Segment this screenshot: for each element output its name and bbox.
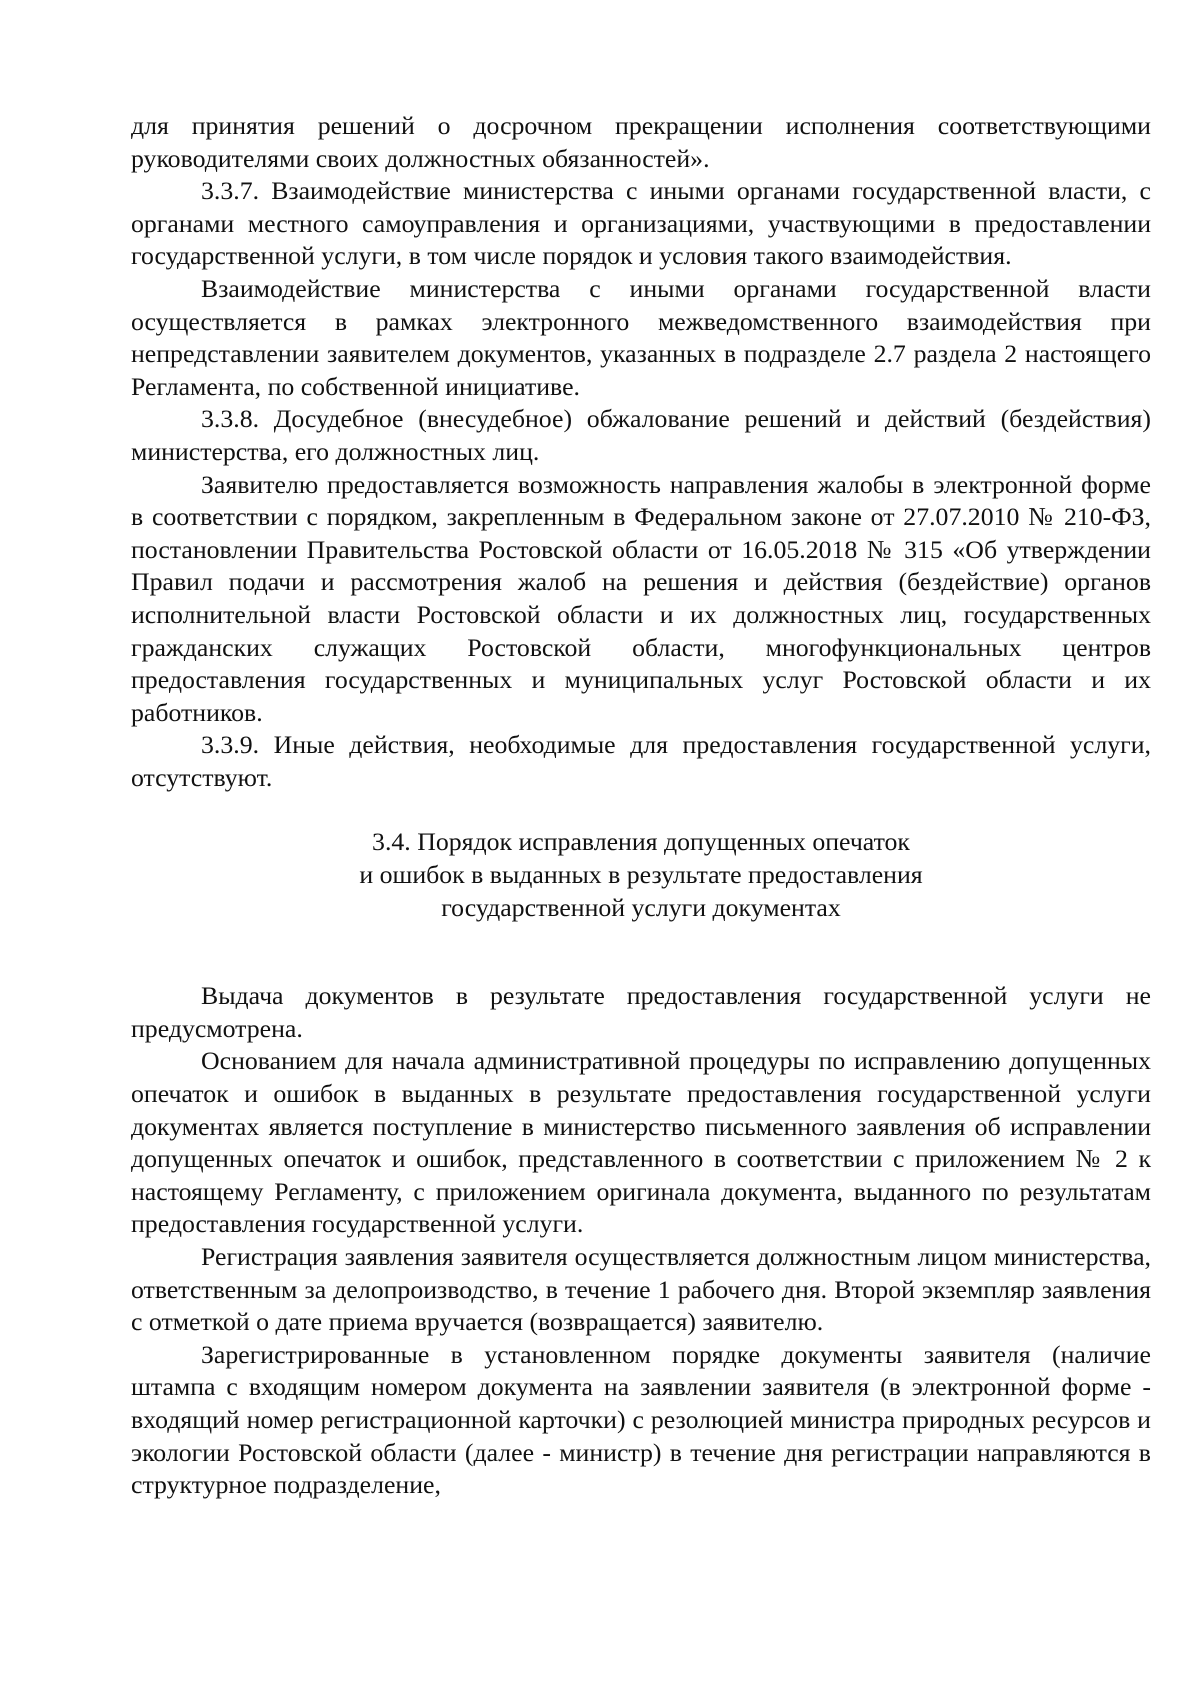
paragraph-3-3-8: 3.3.8. Досудебное (внесудебное) обжалование решений и действий (бездействия) министерства, его должностных лиц. [131, 404, 1151, 466]
paragraph-registered-documents: Зарегистрированные в установленном порядке документы заявителя (наличие штампа с входящим номером документа на заявлении заявителя (в электронной форме - входящий номер регистрационной карточки) с резолюцией министра природных ресурсов и экологии Ростовской области (далее - министр) в течение дня регистрации направляются в структурное подразделение, [131, 1339, 1151, 1500]
section-heading-line-3: государственной услуги документах [441, 892, 841, 922]
paragraph-registration: Регистрация заявления заявителя осуществляется должностным лицом министерства, ответственным за делопроизводство, в течение 1 рабочего дня. Второй экземпляр заявления с отметкой о дате приема вручается (возвращается) заявителю. [131, 1242, 1151, 1337]
paragraph-grounds: Основанием для начала административной процедуры по исправлению допущенных опечаток и ошибок в выданных в результате предоставления государственной услуги документах является поступление в министерство письменного заявления об исправлении допущенных опечаток и ошибок, представленного в соответствии с приложением № 2 к настоящему Регламенту, с приложением оригинала документа, выданного по результатам предоставления государственной услуги. [131, 1046, 1151, 1239]
paragraph-complaint: Заявителю предоставляется возможность направления жалобы в электронной форме в соответствии с порядком, закрепленным в Федеральном законе от 27.07.2010 № 210-ФЗ, постановлении Правительства Ростовской области от 16.05.2018 № 315 «Об утверждении Правил подачи и рассмотрения жалоб на решения и действия (бездействие) органов исполнительной власти Ростовской области и их должностных лиц, государственных гражданских служащих Ростовской области, многофункциональных центров предоставления государственных и муниципальных услуг Ростовской области и их работников. [131, 469, 1151, 727]
section-heading-text [131, 826, 1151, 924]
paragraph-interaction: Взаимодействие министерства с иными органами государственной власти осуществляется в рамках электронного межведомственного взаимодействия при непредставлении заявителем документов, указанных в подразделе 2.7 раздела 2 настоящего Регламента, по собственной инициативе. [131, 273, 1151, 401]
section-heading [131, 794, 1151, 980]
paragraph-3-3-9: 3.3.9. Иные действия, необходимые для предоставления государственной услуги, отсутствуют. [131, 730, 1151, 792]
paragraph-issuance: Выдача документов в результате предоставления государственной услуги не предусмотрена. [131, 981, 1151, 1043]
section-heading-line-2: и ошибок в выданных в результате предоставления [359, 860, 923, 890]
section-heading-line-1: 3.4. Порядок исправления допущенных опечаток [372, 827, 910, 857]
paragraph-3-3-7: 3.3.7. Взаимодействие министерства с иными органами государственной власти, с органами местного самоуправления и организациями, участвующими в предоставлении государственной услуги, в том числе порядок и условия такого взаимодействия. [131, 176, 1151, 271]
document-body [131, 110, 1151, 1502]
paragraph-continuation: для принятия решений о досрочном прекращении исполнения соответствующими руководителями своих должностных обязанностей». [131, 111, 1151, 173]
